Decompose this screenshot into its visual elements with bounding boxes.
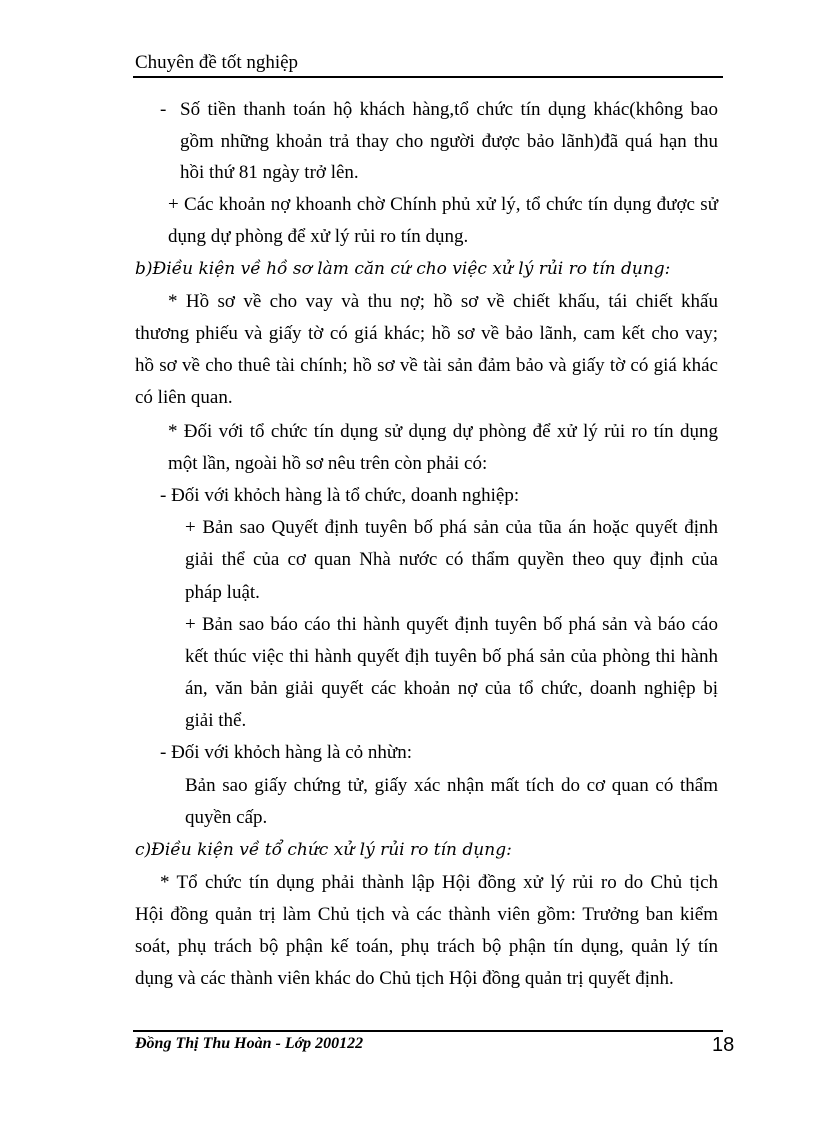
- body-line: Bản sao giấy chứng tử, giấy xác nhận mất tích do cơ quan có thẩm: [185, 775, 718, 796]
- body-line: kết thúc việc thi hành quyết địh tuyên bố phá sản của phòng thi hành: [185, 646, 718, 667]
- footer-divider: [133, 1030, 723, 1032]
- body-line: giải thể của cơ quan Nhà nước có thẩm quyền theo quy định của: [185, 549, 718, 570]
- body-line: quyền cấp.: [185, 807, 268, 828]
- body-line: + Các khoản nợ khoanh chờ Chính phủ xử lý, tổ chức tín dụng được sử: [168, 194, 718, 215]
- body-line: án, văn bản giải quyết các khoản nợ của tổ chức, doanh nghiệp bị: [185, 678, 718, 699]
- body-line: hồ sơ về cho thuê tài chính; hồ sơ về tài sản đảm bảo và giấy tờ có giá khác: [135, 355, 718, 376]
- body-line: gồm những khoản trả thay cho người được bảo lãnh)đã quá hạn thu: [180, 131, 718, 152]
- section-heading-b: b)Điều kiện về hồ sơ làm căn cứ cho việc xử lý rủi ro tín dụng:: [135, 259, 671, 279]
- body-line: pháp luật.: [185, 582, 260, 603]
- body-line: + Bản sao Quyết định tuyên bố phá sản của tũa án hoặc quyết định: [185, 517, 718, 538]
- page-number: 18: [712, 1034, 735, 1056]
- body-line: dụng dự phòng để xử lý rủi ro tín dụng.: [168, 226, 469, 247]
- header-divider: [133, 76, 723, 78]
- section-heading-c: c)Điều kiện về tổ chức xử lý rủi ro tín dụng:: [135, 840, 512, 860]
- body-line: - Đối với khỏch hàng là tổ chức, doanh nghiệp:: [160, 485, 520, 506]
- body-line: - Đối với khỏch hàng là cỏ nhừn:: [160, 742, 412, 763]
- body-line: + Bản sao báo cáo thi hành quyết định tuyên bố phá sản và báo cáo: [185, 614, 718, 635]
- body-line: * Tổ chức tín dụng phải thành lập Hội đồng xử lý rủi ro do Chủ tịch: [160, 872, 718, 893]
- body-line: Số tiền thanh toán hộ khách hàng,tổ chức tín dụng khác(không bao: [180, 99, 718, 120]
- body-line: Hội đồng quản trị làm Chủ tịch và các thành viên gồm: Trưởng ban kiểm: [135, 904, 718, 925]
- body-line: dụng và các thành viên khác do Chủ tịch Hội đồng quản trị quyết định.: [135, 968, 674, 989]
- body-line: soát, phụ trách bộ phận kế toán, phụ trách bộ phận tín dụng, quản lý tín: [135, 936, 718, 957]
- bullet-dash: -: [160, 99, 167, 120]
- body-line: * Đối với tổ chức tín dụng sử dụng dự phòng để xử lý rủi ro tín dụng: [168, 421, 718, 442]
- body-line: có liên quan.: [135, 387, 233, 408]
- footer-author: Đồng Thị Thu Hoàn - Lớp 200122: [135, 1035, 364, 1052]
- body-line: thương phiếu và giấy tờ có giá khác; hồ sơ về bảo lãnh, cam kết cho vay;: [135, 323, 718, 344]
- body-line: hồi thứ 81 ngày trở lên.: [180, 162, 359, 183]
- body-line: giải thể.: [185, 710, 247, 731]
- body-line: * Hồ sơ về cho vay và thu nợ; hồ sơ về chiết khấu, tái chiết khấu: [168, 291, 718, 312]
- body-line: một lần, ngoài hồ sơ nêu trên còn phải có:: [168, 453, 488, 474]
- page-header-title: Chuyên đề tốt nghiệp: [135, 52, 299, 73]
